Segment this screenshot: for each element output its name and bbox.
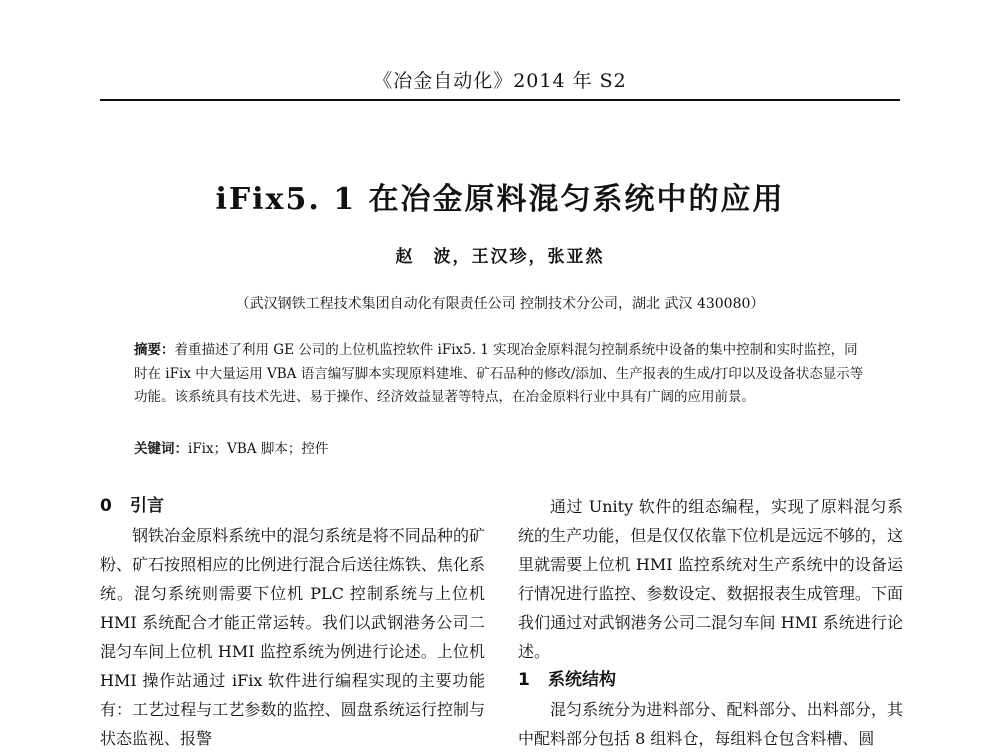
section-number: 0 [100, 496, 112, 516]
left-column [100, 492, 485, 753]
affiliation: （武汉钢铁工程技术集团自动化有限责任公司 控制技术分公司，湖北 武汉 430080） [235, 296, 765, 312]
section-title: 引言 [130, 496, 164, 516]
section-heading-system-structure [518, 666, 903, 695]
paper-title: iFix5. 1 在冶金原料混匀系统中的应用 [215, 182, 785, 217]
journal-header: 《冶金自动化》2014 年 S2 [373, 70, 627, 92]
section-title: 系统结构 [548, 670, 616, 690]
body-paragraph: 钢铁冶金原料系统中的混匀系统是将不同品种的矿粉、矿石按照相应的比例进行混合后送往炼铁、焦化系统。混匀系统则需要下位机 PLC 控制系统与上位机 HMI 系统配合才能正常运转。我们以武钢港务公司二混匀车间上位机 HMI 监控系统为例进行论述。上位机 HMI 操作站通过 iFix 软件进行编程实现的主要功能有：工艺过程与工艺参数的监控、圆盘系统运行控制与状态监视、报警 [100, 526, 485, 748]
section-number: 1 [518, 670, 530, 690]
abstract-label: 摘要： [134, 342, 175, 358]
abstract-text: 着重描述了利用 GE 公司的上位机监控软件 iFix5. 1 实现冶金原料混匀控制系统中设备的集中控制和实时监控，同时在 iFix 中大量运用 VBA 语言编写脚本实现原料建堆、矿石品种的修改/添加、生产报表的生成/打印以及设备状态显示等功能。该系统具有技术先进、易于操作、经济效益显著等特点，在冶金原料行业中具有广阔的应用前景。 [134, 342, 864, 405]
abstract [134, 339, 870, 410]
body-paragraph: 混匀系统分为进料部分、配料部分、出料部分，其中配料部分包括 8 组料仓，每组料仓包含料槽、圆 [518, 700, 903, 748]
keywords-label: 关键词： [134, 441, 188, 457]
header-divider [100, 99, 900, 101]
body-paragraph: 通过 Unity 软件的组态编程，实现了原料混匀系统的生产功能，但是仅仅依靠下位机是远远不够的，这里就需要上位机 HMI 监控系统对生产系统中的设备运行情况进行监控、参数设定、数据报表生成管理。下面我们通过对武钢港务公司二混匀车间 HMI 系统进行论述。 [518, 497, 903, 661]
right-column [518, 492, 903, 753]
section-heading-introduction [100, 492, 485, 521]
keywords [134, 438, 870, 461]
keywords-text: iFix；VBA 脚本；控件 [188, 441, 329, 457]
authors: 赵 波，王汉珍，张亚然 [395, 247, 605, 267]
